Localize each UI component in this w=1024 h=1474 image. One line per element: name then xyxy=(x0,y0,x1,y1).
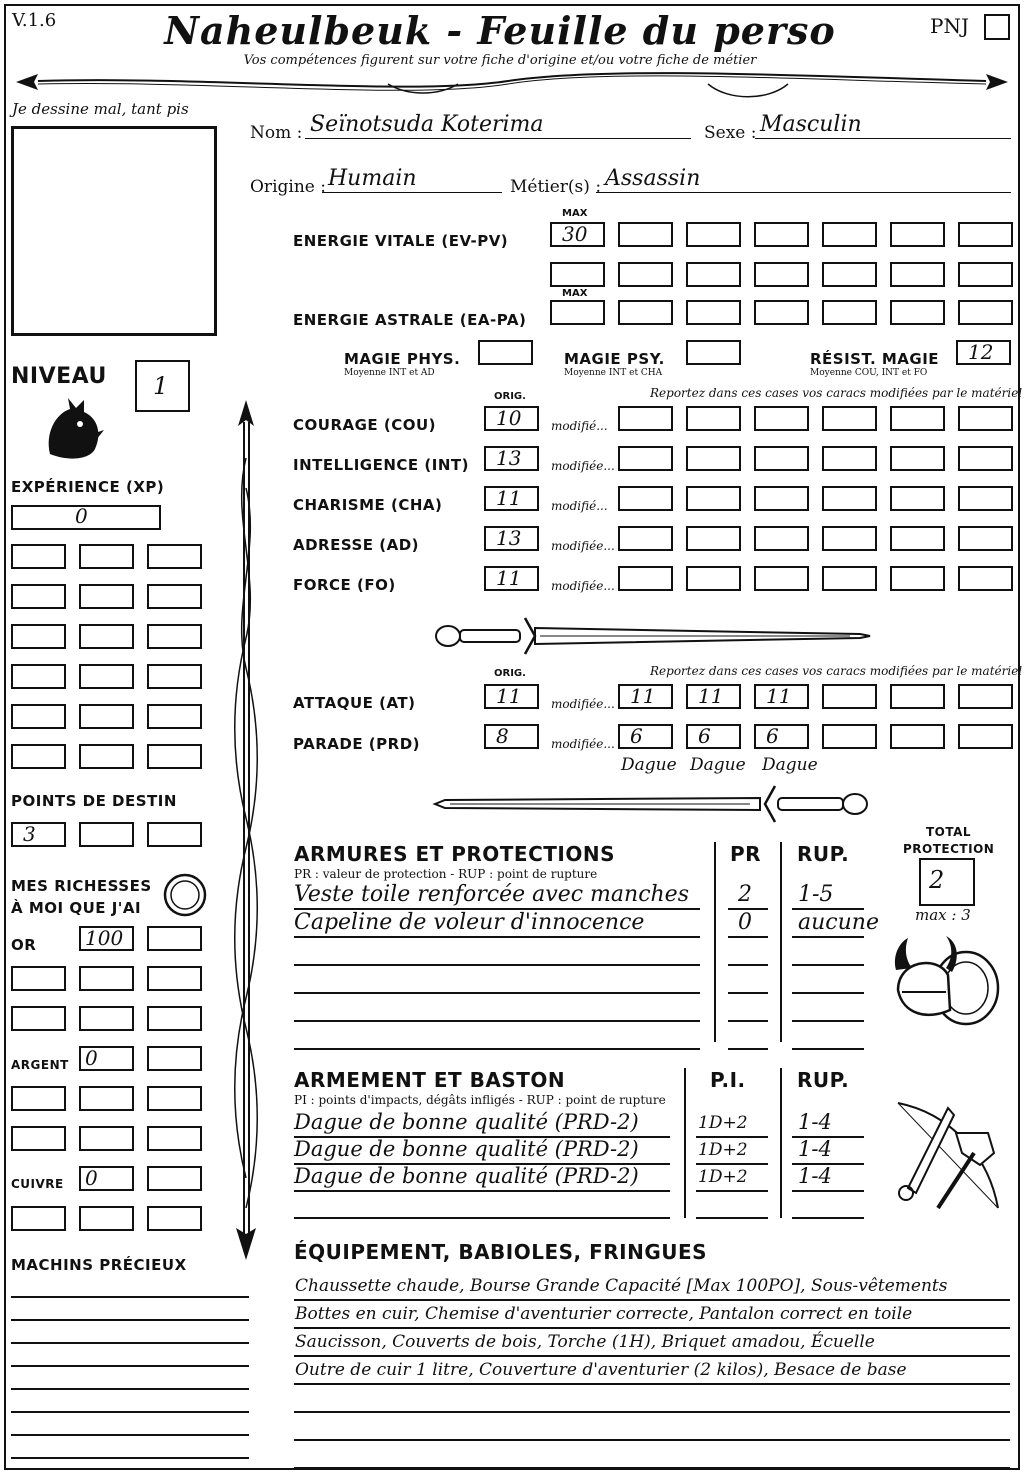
carac-mod-label-1: modifié... xyxy=(551,419,608,433)
portrait-box[interactable] xyxy=(11,126,217,336)
xp-box-1-1[interactable] xyxy=(11,544,66,569)
sexe-line xyxy=(755,138,1011,139)
at-mod-value-1: 11 xyxy=(630,684,656,708)
pnj-checkbox[interactable] xyxy=(984,14,1010,40)
machins-line-6[interactable] xyxy=(11,1411,249,1413)
carac-3-mod-box-1[interactable] xyxy=(618,486,673,511)
armor-note: PR : valeur de protection - RUP : point de rupture xyxy=(294,867,598,881)
carac-4-mod-box-2[interactable] xyxy=(686,526,741,551)
prd-mod-label: modifiée... xyxy=(551,737,615,751)
money-box-4-3[interactable] xyxy=(147,1046,202,1071)
machins-line-7[interactable] xyxy=(11,1434,249,1436)
carac-1-mod-box-6[interactable] xyxy=(958,406,1013,431)
prd-mod-box-5[interactable] xyxy=(890,724,945,749)
armor-rup-line-3 xyxy=(792,964,864,966)
machins-line-3[interactable] xyxy=(11,1342,249,1344)
carac-3-mod-box-3[interactable] xyxy=(754,486,809,511)
ea-row-box-5[interactable] xyxy=(890,300,945,325)
carac-2-mod-box-6[interactable] xyxy=(958,446,1013,471)
argent-label: ARGENT xyxy=(11,1058,69,1072)
prd-mod-box-1[interactable] xyxy=(618,724,673,749)
origine-value[interactable]: Humain xyxy=(328,166,417,191)
nom-value[interactable]: Seïnotsuda Koterima xyxy=(310,112,544,137)
armor-rup-2[interactable]: aucune xyxy=(798,910,879,935)
weapon-pi-2[interactable]: 1D+2 xyxy=(698,1140,748,1160)
prd-mod-box-6[interactable] xyxy=(958,724,1013,749)
carac-1-mod-box-1[interactable] xyxy=(618,406,673,431)
origine-label: Origine : xyxy=(250,177,326,197)
equipment-line-7 xyxy=(294,1467,1010,1469)
xp-box-6-2[interactable] xyxy=(79,744,134,769)
destin-box-2[interactable] xyxy=(79,822,134,847)
total-protection-box[interactable] xyxy=(919,858,975,906)
weapon-line-4 xyxy=(294,1217,670,1219)
xp-box-3-1[interactable] xyxy=(11,624,66,649)
xp-box-3-3[interactable] xyxy=(147,624,202,649)
weapons-title: ARMEMENT ET BASTON xyxy=(294,1068,566,1092)
ea-row-box-6[interactable] xyxy=(958,300,1013,325)
ev-row2-box-5[interactable] xyxy=(822,262,877,287)
armor-col-divider-1 xyxy=(714,842,716,1042)
combat-orig-label: ORIG. xyxy=(494,668,526,679)
magie-phys-box[interactable] xyxy=(478,340,533,365)
weapon-pi-line-1 xyxy=(696,1136,768,1138)
page-title: Naheulbeuk - Feuille du perso xyxy=(164,8,836,53)
weapon-name-2[interactable]: Dague de bonne qualité (PRD-2) xyxy=(294,1137,639,1161)
prd-mod-box-2[interactable] xyxy=(686,724,741,749)
destin-box-3[interactable] xyxy=(147,822,202,847)
cuivre-label: CUIVRE xyxy=(11,1177,64,1191)
armor-pr-2[interactable]: 0 xyxy=(738,910,752,935)
carac-mod-label-5: modifiée... xyxy=(551,579,615,593)
armor-line-5 xyxy=(294,1020,700,1022)
ev-row1-box-2[interactable] xyxy=(686,222,741,247)
total-protection-value: 2 xyxy=(929,866,945,894)
carac-orig-value-5: 11 xyxy=(496,566,522,590)
xp-box-2-3[interactable] xyxy=(147,584,202,609)
at-mod-value-2: 11 xyxy=(698,684,724,708)
prd-orig-box[interactable] xyxy=(484,724,539,749)
xp-box-2-2[interactable] xyxy=(79,584,134,609)
carac-5-mod-box-1[interactable] xyxy=(618,566,673,591)
spear-illustration xyxy=(226,398,266,1262)
carac-1-mod-box-3[interactable] xyxy=(754,406,809,431)
ea-row-box-4[interactable] xyxy=(822,300,877,325)
ev-row2-box-6[interactable] xyxy=(890,262,945,287)
weapons-note: PI : points d'impacts, dégâts infligés - RUP : point de rupture xyxy=(294,1093,666,1107)
ev-row1-box-6[interactable] xyxy=(958,222,1013,247)
carac-5-mod-box-6[interactable] xyxy=(958,566,1013,591)
armor-rup-1[interactable]: 1-5 xyxy=(798,882,834,907)
armor-line-6 xyxy=(294,1048,700,1050)
armor-rup-line-2 xyxy=(792,936,864,938)
weapon-pi-3[interactable]: 1D+2 xyxy=(698,1167,748,1187)
carac-orig-value-1: 10 xyxy=(496,406,522,430)
at-mod-box-1[interactable] xyxy=(618,684,673,709)
equipment-line-2 xyxy=(294,1327,1010,1329)
money-box-2-1[interactable] xyxy=(11,966,66,991)
xp-box-3-2[interactable] xyxy=(79,624,134,649)
ev-row1-box-4[interactable] xyxy=(822,222,877,247)
money-box-7-2[interactable] xyxy=(79,1166,134,1191)
ev-max-box[interactable] xyxy=(550,222,605,247)
carac-4-mod-box-4[interactable] xyxy=(822,526,877,551)
total-protection-label-2: PROTECTION xyxy=(903,842,995,856)
total-protection-label-1: TOTAL xyxy=(926,825,972,839)
xp-box-5-2[interactable] xyxy=(79,704,134,729)
armor-col-divider-2 xyxy=(780,842,782,1042)
armor-line-3 xyxy=(294,964,700,966)
at-mod-box-3[interactable] xyxy=(754,684,809,709)
at-mod-label: modifiée... xyxy=(551,697,615,711)
money-box-1-3[interactable] xyxy=(147,926,202,951)
pnj-label: PNJ xyxy=(930,14,969,38)
weapon-label-1: Dague xyxy=(621,755,677,775)
at-mod-box-5[interactable] xyxy=(890,684,945,709)
richesses-label-2: À MOI QUE J'AI xyxy=(11,899,142,917)
version-label: V.1.6 xyxy=(12,10,57,31)
ea-max-box[interactable] xyxy=(550,300,605,325)
carac-orig-box-4[interactable] xyxy=(484,526,539,551)
carac-report-note: Reportez dans ces cases vos caracs modifiées par le matériel xyxy=(650,386,1023,400)
xp-box-4-1[interactable] xyxy=(11,664,66,689)
carac-1-mod-box-2[interactable] xyxy=(686,406,741,431)
xp-box-6-1[interactable] xyxy=(11,744,66,769)
xp-value: 0 xyxy=(75,504,88,528)
prd-orig-value: 8 xyxy=(496,724,509,748)
weapon-rup-3[interactable]: 1-4 xyxy=(798,1164,832,1188)
argent-value: 0 xyxy=(85,1046,98,1070)
machins-line-1[interactable] xyxy=(11,1296,249,1298)
weapon-label-3: Dague xyxy=(762,755,818,775)
carac-orig-value-3: 11 xyxy=(496,486,522,510)
money-box-2-3[interactable] xyxy=(147,966,202,991)
money-box-3-1[interactable] xyxy=(11,1006,66,1031)
xp-box-4-3[interactable] xyxy=(147,664,202,689)
at-mod-box-6[interactable] xyxy=(958,684,1013,709)
armor-name-2[interactable]: Capeline de voleur d'innocence xyxy=(294,910,645,935)
weapon-rup-line-3 xyxy=(792,1190,864,1192)
cuivre-value: 0 xyxy=(85,1166,98,1190)
xp-box-5-1[interactable] xyxy=(11,704,66,729)
ev-max-label: MAX xyxy=(562,208,588,219)
armor-pr-line-5 xyxy=(728,1020,768,1022)
carac-label-4: ADRESSE (AD) xyxy=(293,536,420,554)
or-value: 100 xyxy=(85,926,124,950)
prd-mod-value-1: 6 xyxy=(630,724,643,748)
carac-4-mod-box-6[interactable] xyxy=(958,526,1013,551)
page-subtitle: Vos compétences figurent sur votre fiche d'origine et/ou votre fiche de métier xyxy=(243,53,757,68)
prd-mod-box-3[interactable] xyxy=(754,724,809,749)
carac-3-mod-box-2[interactable] xyxy=(686,486,741,511)
machins-line-8[interactable] xyxy=(11,1457,249,1459)
carac-orig-box-1[interactable] xyxy=(484,406,539,431)
armor-line-4 xyxy=(294,992,700,994)
nom-line xyxy=(305,138,691,139)
armor-rup-line-6 xyxy=(792,1048,864,1050)
resist-magie-note: Moyenne COU, INT et FO xyxy=(810,368,928,378)
prd-mod-box-4[interactable] xyxy=(822,724,877,749)
origine-line xyxy=(322,192,502,193)
carac-mod-label-4: modifiée... xyxy=(551,539,615,553)
armor-line-2 xyxy=(294,936,700,938)
weapon-pi-line-3 xyxy=(696,1190,768,1192)
carac-2-mod-box-1[interactable] xyxy=(618,446,673,471)
at-mod-box-4[interactable] xyxy=(822,684,877,709)
weapon-line-3 xyxy=(294,1190,670,1192)
helmet-shield-icon xyxy=(888,930,1003,1035)
prd-mod-value-2: 6 xyxy=(698,724,711,748)
carac-label-5: FORCE (FO) xyxy=(293,576,396,594)
armor-rup-line-5 xyxy=(792,1020,864,1022)
resist-magie-label: RÉSIST. MAGIE xyxy=(810,350,940,368)
carac-5-mod-box-4[interactable] xyxy=(822,566,877,591)
prd-label: PARADE (PRD) xyxy=(293,735,421,753)
metier-line xyxy=(596,192,1011,193)
ev-max-value: 30 xyxy=(562,222,588,246)
magie-psy-note: Moyenne INT et CHA xyxy=(564,368,663,378)
sword-illustration-2 xyxy=(430,782,875,826)
ea-label: ENERGIE ASTRALE (EA-PA) xyxy=(293,311,527,329)
resist-magie-box[interactable] xyxy=(956,340,1011,365)
at-label: ATTAQUE (AT) xyxy=(293,694,416,712)
carac-4-mod-box-3[interactable] xyxy=(754,526,809,551)
weapons-col-divider-2 xyxy=(780,1068,782,1218)
armor-name-1[interactable]: Veste toile renforcée avec manches xyxy=(294,882,689,907)
money-box-8-1[interactable] xyxy=(11,1206,66,1231)
carac-label-3: CHARISME (CHA) xyxy=(293,496,443,514)
xp-box-2-1[interactable] xyxy=(11,584,66,609)
carac-4-mod-box-1[interactable] xyxy=(618,526,673,551)
carac-1-mod-box-4[interactable] xyxy=(822,406,877,431)
carac-3-mod-box-6[interactable] xyxy=(958,486,1013,511)
money-box-1-2[interactable] xyxy=(79,926,134,951)
carac-1-mod-box-5[interactable] xyxy=(890,406,945,431)
weapon-rup-line-4 xyxy=(792,1217,864,1219)
niveau-box[interactable] xyxy=(135,360,190,412)
niveau-value: 1 xyxy=(153,372,169,400)
money-box-4-2[interactable] xyxy=(79,1046,134,1071)
weapons-col-divider-1 xyxy=(684,1068,686,1218)
money-box-5-3[interactable] xyxy=(147,1086,202,1111)
coin-icon xyxy=(162,872,208,918)
machins-label: MACHINS PRÉCIEUX xyxy=(11,1256,187,1274)
carac-3-mod-box-5[interactable] xyxy=(890,486,945,511)
metier-value[interactable]: Assassin xyxy=(605,166,701,191)
armor-pr-1[interactable]: 2 xyxy=(738,882,752,907)
xp-box[interactable] xyxy=(11,505,161,530)
weapon-pi-1[interactable]: 1D+2 xyxy=(698,1113,748,1133)
machins-line-5[interactable] xyxy=(11,1388,249,1390)
ev-row2-box-7[interactable] xyxy=(958,262,1013,287)
armor-pr-line-3 xyxy=(728,964,768,966)
armor-rup-header: RUP. xyxy=(797,842,850,866)
prd-mod-value-3: 6 xyxy=(766,724,779,748)
ev-row2-box-2[interactable] xyxy=(618,262,673,287)
destin-label: POINTS DE DESTIN xyxy=(11,792,177,810)
armor-title: ARMURES ET PROTECTIONS xyxy=(294,842,615,866)
portrait-caption: Je dessine mal, tant pis xyxy=(12,100,189,118)
carac-5-mod-box-3[interactable] xyxy=(754,566,809,591)
or-label: OR xyxy=(11,936,37,954)
ev-row2-box-1[interactable] xyxy=(550,262,605,287)
weapons-pi-header: P.I. xyxy=(710,1068,746,1092)
xp-box-1-2[interactable] xyxy=(79,544,134,569)
sexe-label: Sexe : xyxy=(704,123,757,143)
money-box-8-2[interactable] xyxy=(79,1206,134,1231)
xp-box-1-3[interactable] xyxy=(147,544,202,569)
ev-label: ENERGIE VITALE (EV-PV) xyxy=(293,232,509,250)
carac-orig-label: ORIG. xyxy=(494,391,526,402)
armor-pr-line-6 xyxy=(728,1048,768,1050)
weapon-name-3[interactable]: Dague de bonne qualité (PRD-2) xyxy=(294,1164,639,1188)
destin-box-1[interactable] xyxy=(11,822,66,847)
money-box-6-1[interactable] xyxy=(11,1126,66,1151)
carac-5-mod-box-2[interactable] xyxy=(686,566,741,591)
money-box-2-2[interactable] xyxy=(79,966,134,991)
ev-row1-box-5[interactable] xyxy=(890,222,945,247)
money-box-6-3[interactable] xyxy=(147,1126,202,1151)
at-orig-box[interactable] xyxy=(484,684,539,709)
ev-row2-box-4[interactable] xyxy=(754,262,809,287)
ea-row-box-2[interactable] xyxy=(686,300,741,325)
total-protection-max: max : 3 xyxy=(915,906,971,924)
machins-line-4[interactable] xyxy=(11,1365,249,1367)
xp-label: EXPÉRIENCE (XP) xyxy=(11,478,165,496)
armor-rup-line-4 xyxy=(792,992,864,994)
carac-orig-box-2[interactable] xyxy=(484,446,539,471)
equipment-line-5 xyxy=(294,1411,1010,1413)
carac-mod-label-3: modifié... xyxy=(551,499,608,513)
nom-label: Nom : xyxy=(250,123,303,143)
money-box-8-3[interactable] xyxy=(147,1206,202,1231)
money-box-3-2[interactable] xyxy=(79,1006,134,1031)
armor-pr-line-4 xyxy=(728,992,768,994)
equipment-line-4 xyxy=(294,1383,1010,1385)
weapon-name-1[interactable]: Dague de bonne qualité (PRD-2) xyxy=(294,1110,639,1134)
destin-value: 3 xyxy=(23,822,36,846)
equipment-item-2[interactable]: Bottes en cuir, Chemise d'aventurier correcte, Pantalon correct en toile xyxy=(295,1304,913,1324)
carac-2-mod-box-2[interactable] xyxy=(686,446,741,471)
carac-3-mod-box-4[interactable] xyxy=(822,486,877,511)
weapon-rup-2[interactable]: 1-4 xyxy=(798,1137,832,1161)
ea-max-label: MAX xyxy=(562,288,588,299)
resist-magie-value: 12 xyxy=(968,340,994,364)
carac-mod-label-2: modifiée... xyxy=(551,459,615,473)
equipment-line-6 xyxy=(294,1439,1010,1441)
weapon-pi-line-4 xyxy=(696,1217,768,1219)
weapon-label-2: Dague xyxy=(690,755,746,775)
armor-pr-header: PR xyxy=(730,842,762,866)
weapon-rup-1[interactable]: 1-4 xyxy=(798,1110,832,1134)
at-mod-value-3: 11 xyxy=(766,684,792,708)
carac-2-mod-box-3[interactable] xyxy=(754,446,809,471)
equipment-line-3 xyxy=(294,1355,1010,1357)
crossed-weapons-icon xyxy=(888,1093,1006,1218)
machins-line-2[interactable] xyxy=(11,1319,249,1321)
carac-2-mod-box-5[interactable] xyxy=(890,446,945,471)
xp-box-4-2[interactable] xyxy=(79,664,134,689)
richesses-label-1: MES RICHESSES xyxy=(11,877,152,895)
equipment-item-4[interactable]: Outre de cuir 1 litre, Couverture d'aventurier (2 kilos), Besace de base xyxy=(295,1360,907,1380)
money-box-3-3[interactable] xyxy=(147,1006,202,1031)
carac-5-mod-box-5[interactable] xyxy=(890,566,945,591)
combat-report-note: Reportez dans ces cases vos caracs modifiées par le matériel xyxy=(650,664,1023,678)
magie-psy-box[interactable] xyxy=(686,340,741,365)
carac-label-1: COURAGE (COU) xyxy=(293,416,437,434)
equipment-title: ÉQUIPEMENT, BABIOLES, FRINGUES xyxy=(294,1240,708,1264)
magie-phys-note: Moyenne INT et AD xyxy=(344,368,435,378)
ev-row2-box-3[interactable] xyxy=(686,262,741,287)
magie-phys-label: MAGIE PHYS. xyxy=(344,350,461,368)
sexe-value[interactable]: Masculin xyxy=(760,112,862,137)
carac-orig-box-5[interactable] xyxy=(484,566,539,591)
equipment-line-1 xyxy=(294,1299,1010,1301)
weapons-rup-header: RUP. xyxy=(797,1068,850,1092)
equipment-item-1[interactable]: Chaussette chaude, Bourse Grande Capacité [Max 100PO], Sous-vêtements xyxy=(295,1276,948,1296)
xp-box-5-3[interactable] xyxy=(147,704,202,729)
money-box-7-3[interactable] xyxy=(147,1166,202,1191)
ev-row1-box-3[interactable] xyxy=(754,222,809,247)
carac-orig-value-2: 13 xyxy=(496,446,522,470)
carac-orig-value-4: 13 xyxy=(496,526,522,550)
carac-label-2: INTELLIGENCE (INT) xyxy=(293,456,469,474)
carac-2-mod-box-4[interactable] xyxy=(822,446,877,471)
ea-row-box-3[interactable] xyxy=(754,300,809,325)
ev-row1-box-1[interactable] xyxy=(618,222,673,247)
weapon-pi-line-2 xyxy=(696,1163,768,1165)
niveau-label: NIVEAU xyxy=(11,364,107,389)
sword-illustration xyxy=(430,614,875,658)
carac-orig-box-3[interactable] xyxy=(484,486,539,511)
at-mod-box-2[interactable] xyxy=(686,684,741,709)
money-box-6-2[interactable] xyxy=(79,1126,134,1151)
metier-label: Métier(s) : xyxy=(510,177,602,197)
magie-psy-label: MAGIE PSY. xyxy=(564,350,665,368)
carac-4-mod-box-5[interactable] xyxy=(890,526,945,551)
xp-box-6-3[interactable] xyxy=(147,744,202,769)
money-box-5-1[interactable] xyxy=(11,1086,66,1111)
at-orig-value: 11 xyxy=(496,684,522,708)
equipment-item-3[interactable]: Saucisson, Couverts de bois, Torche (1H), Briquet amadou, Écuelle xyxy=(295,1332,875,1352)
money-box-5-2[interactable] xyxy=(79,1086,134,1111)
armor-pr-line-2 xyxy=(728,936,768,938)
dragon-icon xyxy=(40,394,106,464)
ea-row-box-1[interactable] xyxy=(618,300,673,325)
